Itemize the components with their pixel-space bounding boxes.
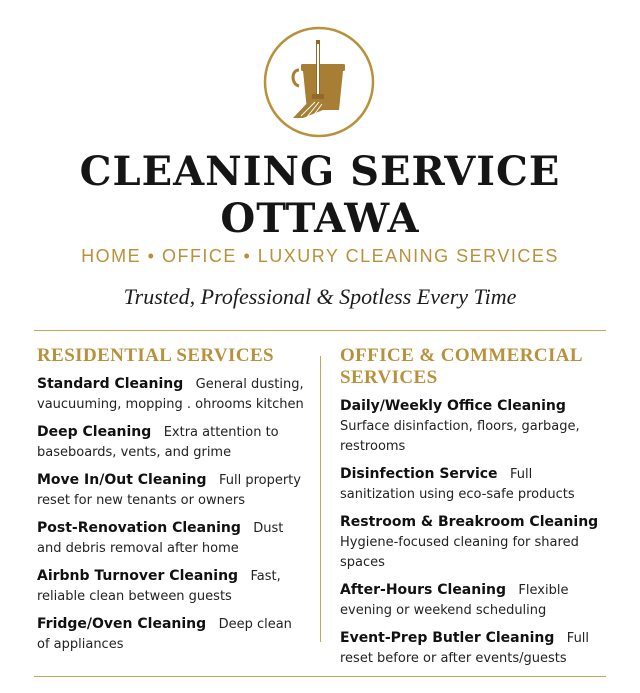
slogan: Trusted, Professional & Spotless Every Time	[123, 284, 517, 309]
service-description: General dusting, vaucuuming, mopping . ohrooms kitchen	[37, 377, 304, 412]
logo	[263, 26, 375, 138]
service-item	[37, 374, 307, 415]
service-description: Full property reset for new tenants or owners	[37, 473, 301, 508]
commercial-heading: OFFICE & COMMERCIAL SERVICES	[340, 345, 582, 388]
service-item	[37, 566, 307, 607]
service-description: Full reset before or after events/guests	[340, 631, 590, 666]
service-description: Dust and debris removal after home	[37, 521, 284, 556]
top-divider	[34, 330, 606, 331]
service-name: Airbnb Turnover Cleaning	[37, 568, 239, 584]
service-item	[340, 396, 608, 457]
service-name: Daily/Weekly Office Cleaning	[340, 398, 566, 414]
residential-services-column	[37, 345, 307, 662]
service-name: Deep Cleaning	[37, 424, 152, 440]
service-item	[37, 518, 307, 559]
service-description: Full sanitization using eco-safe products	[340, 467, 575, 502]
service-name: Disinfection Service	[340, 466, 498, 482]
service-description: Flexible evening or weekend scheduling	[340, 583, 569, 618]
page-title	[0, 148, 640, 242]
residential-heading: RESIDENTIAL SERVICES	[37, 345, 275, 366]
service-item	[340, 580, 608, 621]
title-line-2: OTTAWA	[220, 195, 420, 242]
service-name: Fridge/Oven Cleaning	[37, 616, 207, 632]
broom-bucket-icon	[263, 26, 375, 138]
service-name: Standard Cleaning	[37, 376, 184, 392]
service-name: Post-Renovation Cleaning	[37, 520, 241, 536]
service-description: Deep clean of appliances	[37, 617, 292, 652]
service-item	[37, 470, 307, 511]
service-name: After-Hours Cleaning	[340, 582, 507, 598]
column-divider	[320, 356, 321, 642]
service-item	[340, 512, 608, 573]
service-item	[37, 614, 307, 655]
service-description: Fast, reliable clean between guests	[37, 569, 281, 604]
service-description: Surface disinfaction, floors, garbage, restrooms	[340, 419, 580, 454]
service-item	[37, 422, 307, 463]
service-name: Restroom & Breakroom Cleaning	[340, 514, 599, 530]
tagline: HOME • OFFICE • LUXURY CLEANING SERVICES	[81, 246, 559, 266]
service-name: Event-Prep Butler Cleaning	[340, 630, 555, 646]
commercial-services-column	[340, 345, 608, 676]
service-item	[340, 628, 608, 669]
title-line-1: CLEANING SERVICE	[79, 148, 561, 195]
service-name: Move In/Out Cleaning	[37, 472, 207, 488]
service-item	[340, 464, 608, 505]
service-description: Hygiene-focused cleaning for shared spaces	[340, 535, 579, 570]
bottom-divider	[34, 676, 606, 677]
service-description: Extra attention to baseboards, vents, and grime	[37, 425, 279, 460]
